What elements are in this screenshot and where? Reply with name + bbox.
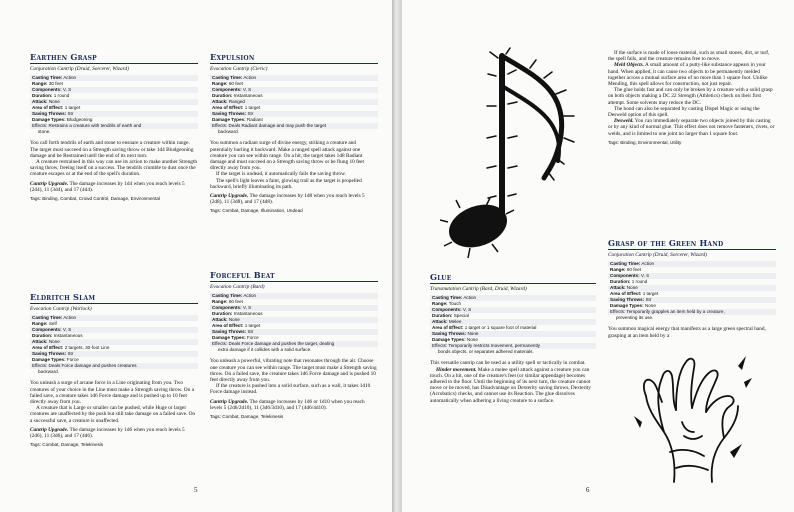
spell-description: If the surface is made of loose material, such as small stones, dirt, or turf, the spell fails, and the creature remains free to move. bbox=[608, 50, 770, 63]
stat-row: Range: 60 feet bbox=[610, 266, 641, 272]
stat-row: Range: 60 feet bbox=[212, 298, 243, 304]
spell-title: Forceful Beat bbox=[210, 270, 378, 282]
page-number: 6 bbox=[586, 486, 590, 494]
stat-row: Attack: None bbox=[210, 317, 378, 323]
stat-effects-cont: backward. bbox=[218, 129, 239, 135]
stat-row: Attack: None bbox=[608, 285, 776, 291]
stat-effects-cont: preventing its use. bbox=[616, 315, 654, 321]
spell-description: This versatile cantrip can be used as a utility spell or tactically in combat. bbox=[430, 360, 586, 367]
spell-tags: Tags: Combat, Damage, Telekinesis bbox=[210, 414, 284, 420]
spell-description: The glue holds fast and can only be broken by a creature with a solid grasp on both objects making a DC 22 Strength (Athletics) check on their first attempt. Some solvents may reduce the DC. bbox=[608, 87, 773, 106]
stat-row: Range: Self bbox=[32, 320, 57, 326]
spell-school: Evocation Cantrip (Bard) bbox=[210, 283, 265, 290]
stat-row: Saving Throws: Str bbox=[30, 111, 198, 117]
spectral-hand-illustration bbox=[634, 352, 754, 484]
spell-school: Conjuration Cantrip (Druid, Sorcerer, Wizard) bbox=[608, 251, 707, 258]
spell-stat-block bbox=[608, 261, 776, 322]
stat-effects: Effects: Deals Radiant damage and may push the target bbox=[210, 123, 378, 129]
stat-row: Duration: Instantaneous bbox=[212, 92, 263, 98]
spell-school: Conjuration Cantrip (Druid, Sorcerer, Wizard) bbox=[30, 65, 129, 72]
stat-effects-cont: bonds objects, or separates adhered materials. bbox=[438, 349, 534, 355]
page-number: 5 bbox=[194, 486, 198, 494]
spell-title: Earthen Grasp bbox=[30, 52, 198, 64]
spell-stat-block bbox=[430, 295, 596, 356]
spell-description: If the target is undead, it automatically fails the saving throw. bbox=[216, 171, 346, 178]
stat-row: Duration: Special bbox=[432, 312, 469, 318]
stat-row: Casting Time: Action bbox=[608, 261, 776, 267]
stat-row: Damage Types: None bbox=[432, 337, 478, 343]
spell-tags: Tags: Combat, Damage, Telekinesis bbox=[30, 442, 104, 448]
spell-description: A creature restrained in this way can use its action to make another Strength saving throw, freeing itself on a success. The tendrils crumble to dust once the creature escapes or at the end of the spell's duration. bbox=[30, 159, 198, 178]
spell-tags: Tags: Binding, Combat, Crowd Control, Damage, Environmental bbox=[30, 196, 160, 202]
spell-expulsion bbox=[210, 52, 378, 214]
stat-row: Damage Types: Force bbox=[212, 335, 259, 341]
cantrip-upgrade: Cantrip Upgrade. The damage increases by 1d4 when you reach levels 5 (2d4), 11 (3d4), and 17 (4d4). bbox=[30, 180, 185, 193]
spell-school: Transmutation Cantrip (Bard, Druid, Wizard) bbox=[430, 285, 527, 292]
spell-description: You call forth tendrils of earth and stone to ensnare a creature within range. The target must succeed on a Strength saving throw or take 1d4 Bludgeoning damage and be Restrained until the end of its next turn. bbox=[30, 140, 194, 159]
stat-row: Duration: 1 round bbox=[32, 92, 70, 98]
stat-row: Damage Types: Radiant bbox=[212, 117, 263, 123]
stat-row: Damage Types: Bludgeoning bbox=[32, 117, 93, 123]
stat-row: Components: V, S bbox=[430, 307, 596, 313]
stat-effects: Effects: Restrains a creature with tendrils of earth and bbox=[30, 123, 198, 129]
spell-description: A creature that is Large or smaller can be pushed, while Huge or larger creatures are unaffected by the push but still take damage on a failed save. On a successful save, a creature is unaffected. bbox=[30, 405, 196, 424]
spell-forceful-beat bbox=[210, 270, 378, 420]
stat-row: Attack: None bbox=[30, 99, 198, 105]
book-gutter bbox=[392, 0, 402, 512]
spell-eldritch-slam bbox=[30, 292, 198, 448]
stat-row: Area of Effect: 1 target bbox=[212, 322, 261, 328]
stat-row: Components: V, S bbox=[30, 327, 198, 333]
stat-row: Area of Effect: 2 targets, 30-foot Line bbox=[32, 344, 110, 350]
spell-description: You summon a radiant surge of divine energy, striking a creature and potentially hurling it backward. Make a ranged spell attack against one creature you can see within range. On a hit, the target takes 1d8 Radiant damage and must succeed on a Strength saving throw or be flung 10 feet directly away from you. bbox=[210, 140, 365, 172]
stat-row: Saving Throws: Str bbox=[30, 351, 198, 357]
spell-stat-block bbox=[210, 293, 378, 354]
stat-row: Duration: Instantaneous bbox=[32, 332, 83, 338]
stat-row: Area of Effect: 1 target bbox=[212, 104, 261, 110]
stat-row: Damage Types: None bbox=[610, 303, 656, 309]
stat-row: Saving Throws: Str bbox=[210, 329, 378, 335]
stat-effects: Effects: Temporarily restricts movement, permanently bbox=[430, 343, 596, 349]
spell-description: If the creature is pushed into a solid surface, such as a wall, it takes 1d10 Force damage instead. bbox=[210, 383, 371, 396]
spell-glue bbox=[430, 272, 596, 404]
stat-row: Components: V, S bbox=[210, 87, 378, 93]
spell-description: You summon magical energy that manifests as a large green spectral hand, grasping at an item held by a bbox=[608, 326, 766, 339]
stat-row: Casting Time: Action bbox=[30, 75, 198, 81]
stat-row: Damage Types: Force bbox=[32, 357, 79, 363]
stat-row: Duration: 1 round bbox=[610, 278, 648, 284]
spell-tags: Tags: Binding, Environmental, Utility bbox=[608, 139, 682, 145]
stat-row: Range: Touch bbox=[432, 300, 462, 306]
stat-row: Range: 60 feet bbox=[212, 80, 243, 86]
stat-row: Saving Throws: Str bbox=[210, 111, 378, 117]
stat-effects-cont: backward. bbox=[38, 369, 59, 375]
cantrip-upgrade: Cantrip Upgrade. The damage increases by 1d8 when you reach levels 5 (2d8), 11 (3d8), and 17 (4d8). bbox=[210, 193, 365, 206]
stat-row: Attack: Melee bbox=[430, 319, 596, 325]
stat-effects-cont: stone. bbox=[38, 129, 51, 135]
stat-row: Components: V, S bbox=[608, 273, 776, 279]
stat-row: Range: 30 feet bbox=[32, 80, 63, 86]
stat-row: Saving Throws: None bbox=[430, 331, 596, 337]
stat-row: Casting Time: Action bbox=[210, 75, 378, 81]
spell-glue-continued bbox=[608, 50, 776, 146]
spell-school: Evocation Cantrip (Warlock) bbox=[30, 305, 92, 312]
spell-title: Expulsion bbox=[210, 52, 378, 64]
stat-row: Area of Effect: 1 target or 1 square foot of material bbox=[432, 324, 537, 330]
music-note-illustration bbox=[440, 46, 600, 266]
spell-tags: Tags: Combat, Damage, Illumination, Undead bbox=[210, 208, 303, 214]
stat-row: Casting Time: Action bbox=[430, 295, 596, 301]
stat-row: Duration: Instantaneous bbox=[212, 310, 263, 316]
spell-school: Evocation Cantrip (Cleric) bbox=[210, 65, 268, 72]
spell-description: The bond can also be separated by casting Dispel Magic or using the Desweld option of this spell. bbox=[608, 105, 760, 119]
spell-grasp-of-the-green-hand bbox=[608, 238, 776, 339]
stat-row: Casting Time: Action bbox=[210, 293, 378, 299]
stat-effects-cont: extra damage if it collides with a solid surface. bbox=[218, 347, 312, 353]
stat-effects: Effects: Deals Force damage and pushes the target, dealing bbox=[210, 341, 378, 347]
stat-row: Saving Throws: Str bbox=[608, 297, 776, 303]
spell-title: Eldritch Slam bbox=[30, 292, 198, 304]
stat-row: Area of Effect: 1 target bbox=[32, 104, 81, 110]
stat-row: Casting Time: Action bbox=[30, 315, 198, 321]
spell-description: You unleash a surge of arcane force in a Line originating from you. Two creatures of your choice in the Line must make a Strength saving throw. On a failed save, a creature takes 1d6 Force damage and is pushed up to 10 feet directly away from you. bbox=[30, 380, 194, 406]
spell-description: The spell's light leaves a faint, glowing trail as the target is propelled backward, briefly illuminating its path. bbox=[210, 177, 362, 190]
stat-row: Components: V, S bbox=[30, 87, 198, 93]
spell-description: Meld Objects. A small amount of a putty-like substance appears in your hand. When applied, it can cause two objects to be permanently melded together across a mutual surface area of no more than 1 square foot. Unlike Mending, this spell allows for construction, not just repair. bbox=[608, 62, 768, 88]
stat-effects: Effects: Deals Force damage and pushes creatures bbox=[30, 363, 198, 369]
stat-effects: Effects: Temporarily grapples an item held by a creature, bbox=[608, 309, 776, 315]
spell-stat-block bbox=[210, 75, 378, 136]
right-page bbox=[402, 0, 794, 512]
spell-stat-block bbox=[30, 315, 198, 376]
spell-earthen-grasp bbox=[30, 52, 198, 202]
spell-title: Grasp of the Green Hand bbox=[608, 238, 776, 250]
spell-title: Glue bbox=[430, 272, 596, 284]
stat-row: Area of Effect: 1 target bbox=[610, 290, 659, 296]
spell-stat-block bbox=[30, 75, 198, 136]
cantrip-upgrade: Cantrip Upgrade. The damage increases by 1d6 or 1d10 when you reach levels 5 (2d6/2d10), 11 (3d6/3d10), and 17 (4d6/4d10). bbox=[210, 398, 365, 411]
spell-description: You unleash a powerful, vibrating note that resonates through the air. Choose one creature you can see within range. The target must make a Strength saving throw. On a failed save, the creature takes 1d6 Force damage and is pushed 10 feet directly away from you. bbox=[210, 358, 377, 384]
stat-row: Components: V, S bbox=[210, 305, 378, 311]
spell-description: Hinder movement. Make a melee spell attack against a creature you can touch. On a hit, one of the creature's feet (or similar appendage) becomes adhered to the floor. Until the beginning of its next turn, the creature cannot move or be moved, has Disadvantage on Dexterity saving throws, Dexterity (Acrobatics) checks, and cannot use its Reaction. The glue dissolves automatically when adhering a living creature to a surface. bbox=[430, 366, 591, 404]
cantrip-upgrade: Cantrip Upgrade. The damage increases by 1d6 when you reach levels 5 (2d6), 11 (3d6), and 17 (4d6). bbox=[30, 426, 185, 440]
left-page bbox=[0, 0, 392, 512]
stat-row: Attack: None bbox=[30, 339, 198, 345]
spell-description: Desweld. You can immediately separate two objects joined by this casting or by any kind of normal glue. This effect does not remove fasteners, rivets, or welds, and is limited to one joint no larger than 1 square foot. bbox=[608, 118, 775, 137]
stat-row: Attack: Ranged bbox=[210, 99, 378, 105]
